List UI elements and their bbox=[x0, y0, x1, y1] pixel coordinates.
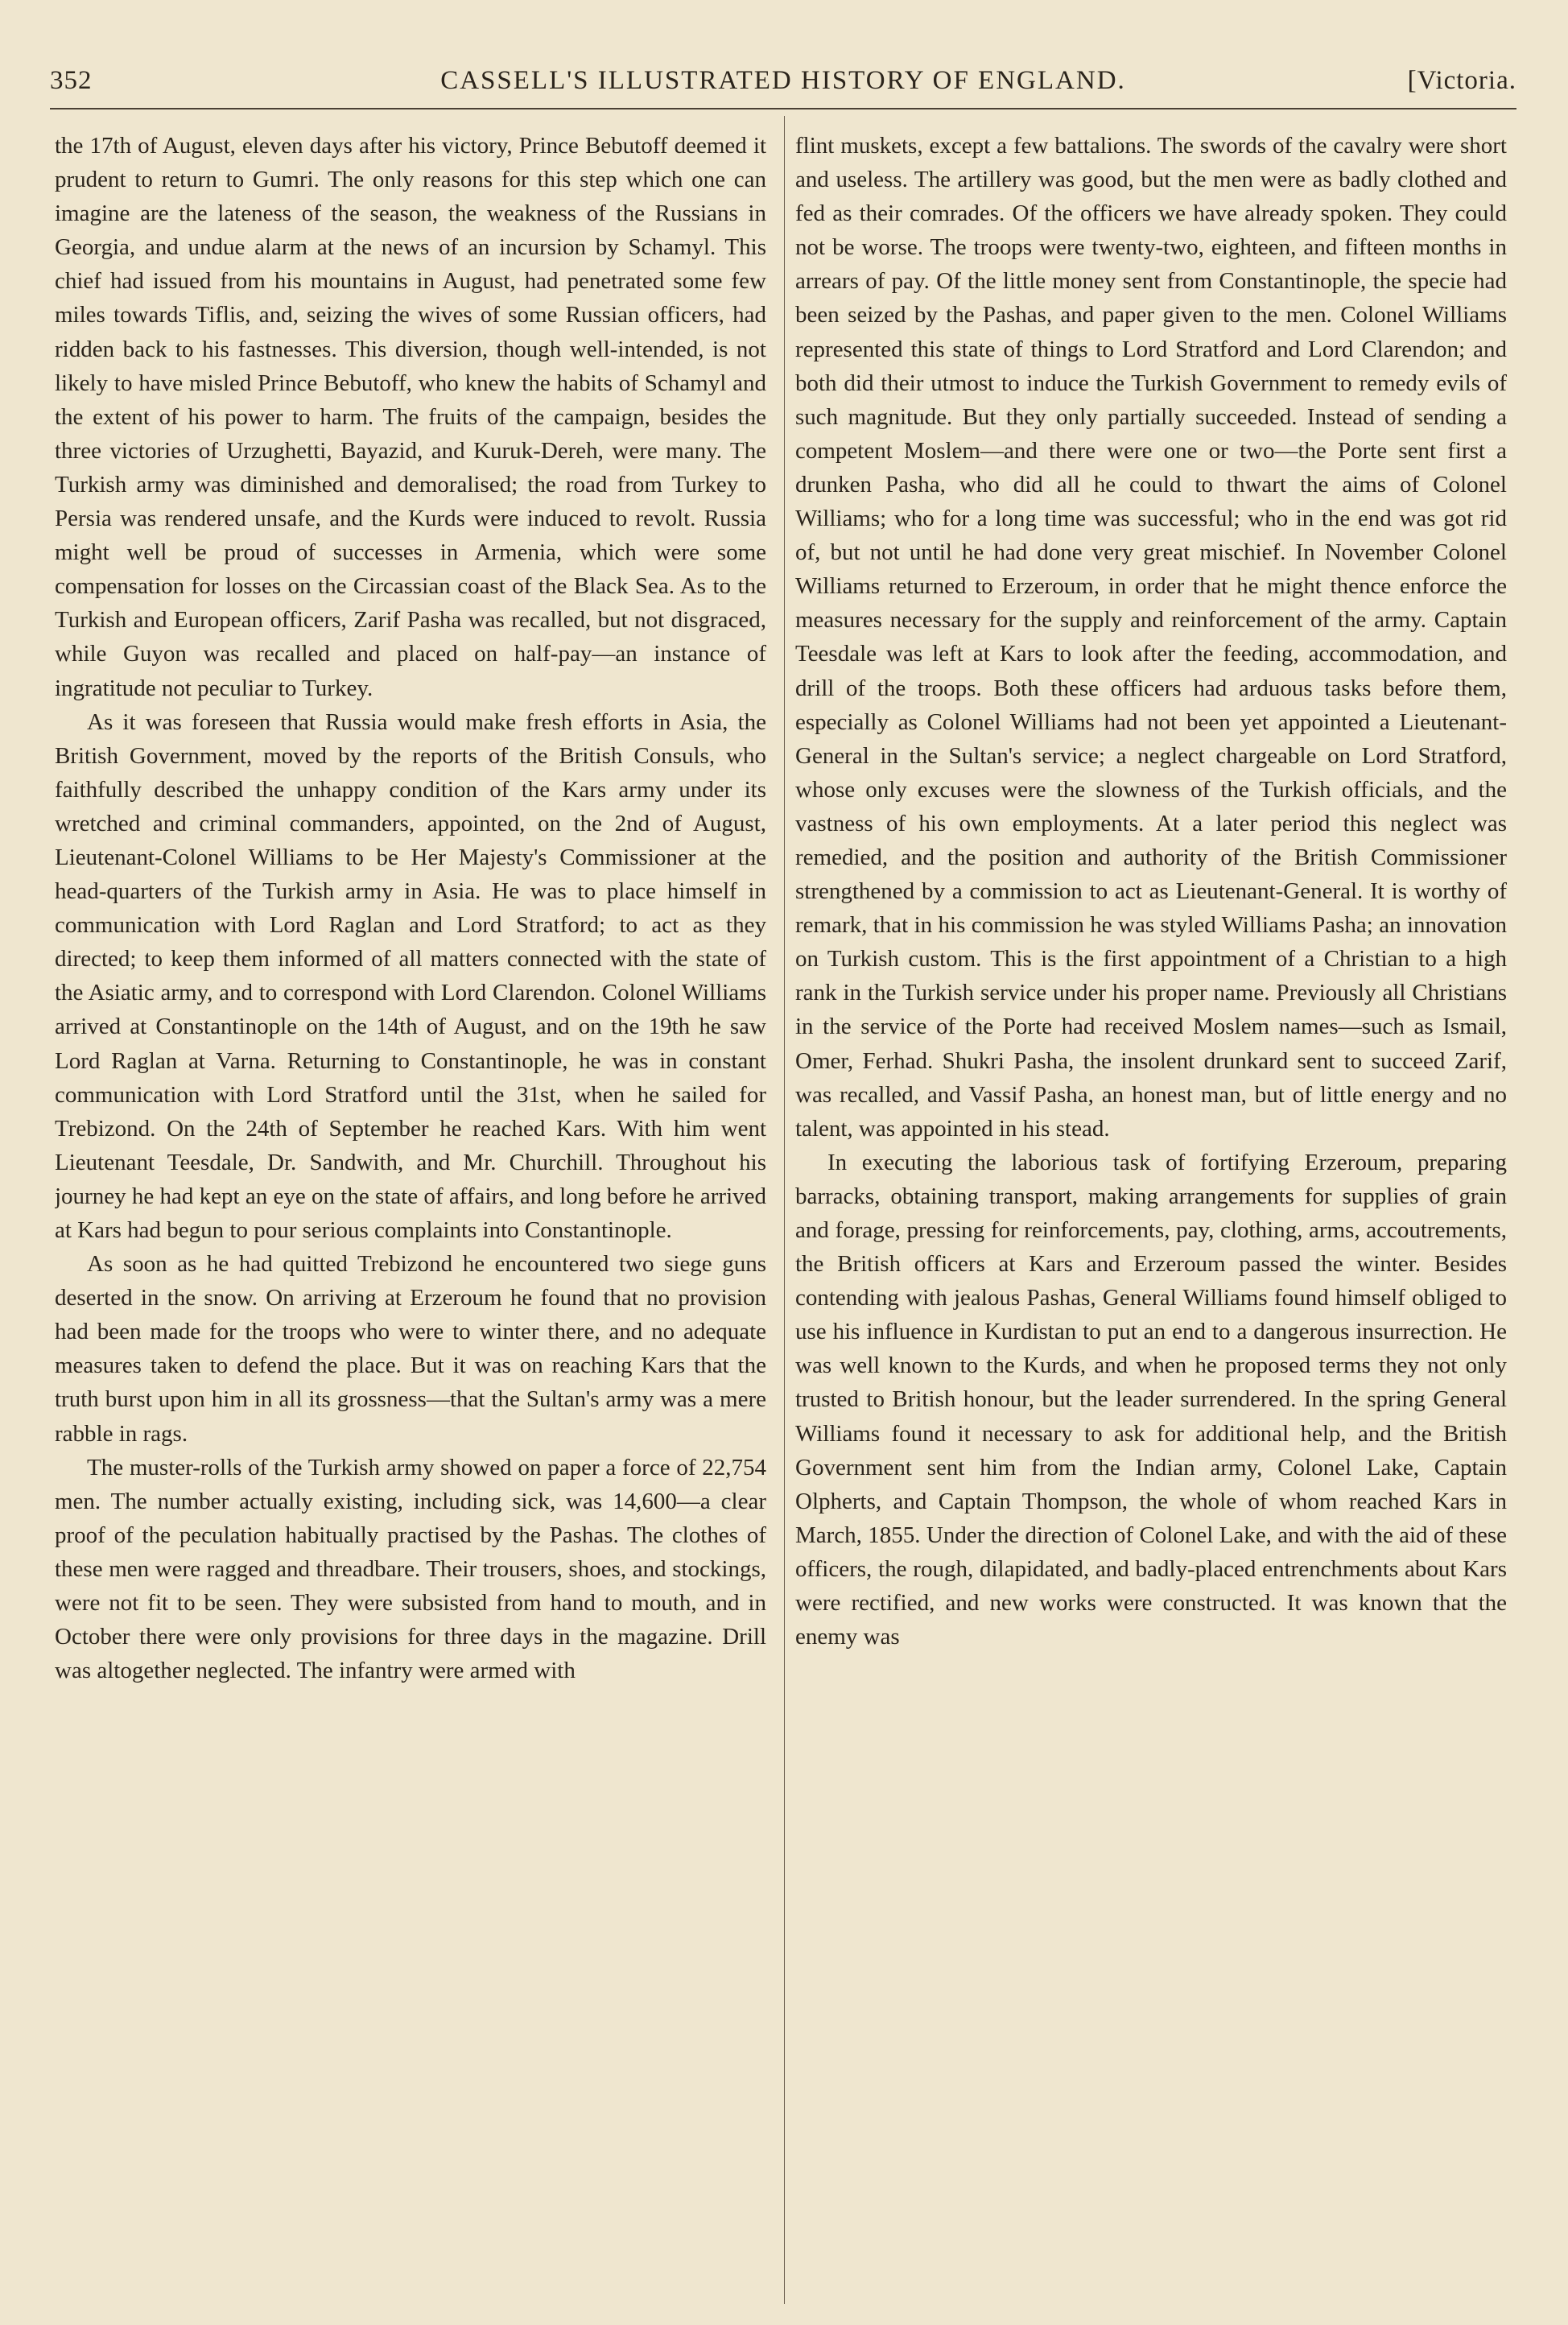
paragraph: the 17th of August, eleven days after his victory, Prince Bebutoff deemed it prudent to return to Gumri. The only reasons for this step which one can imagine are the lateness of the season, the weakness of the Russians in Georgia, and undue alarm at the news of an incursion by Schamyl. This chief had issued from his mountains in August, had penetrated some few miles towards Tiflis, and, seizing the wives of some Russian officers, had ridden back to his fastnesses. This diversion, though well-intended, is not likely to have misled Prince Bebutoff, who knew the habits of Schamyl and the extent of his power to harm. The fruits of the campaign, besides the three victories of Urzughetti, Bayazid, and Kuruk-Dereh, were many. The Turkish army was diminished and demoralised; the road from Turkey to Persia was rendered unsafe, and the Kurds were induced to revolt. Russia might well be proud of successes in Armenia, which were some compensation for losses on the Circassian coast of the Black Sea. As to the Turkish and European officers, Zarif Pasha was recalled, but not disgraced, while Guyon was recalled and placed on half-pay—an instance of ingratitude not peculiar to Turkey. bbox=[55, 133, 766, 701]
running-section: [Victoria. bbox=[1407, 66, 1516, 95]
paragraph: As soon as he had quitted Trebizond he encountered two siege guns deserted in the snow. On arriving at Erzeroum he found that no provision had been made for the troops who were to winter there, and no adequate measures taken to defend the place. But it was on reaching Kars that the truth burst upon him in all its grossness—that the Sultan's army was a mere rabble in rags. bbox=[55, 1251, 766, 1447]
header-rule bbox=[50, 108, 1516, 109]
running-title: CASSELL'S ILLUSTRATED HISTORY OF ENGLAND. bbox=[440, 66, 1126, 95]
paragraph: As it was foreseen that Russia would make fresh efforts in Asia, the British Government, moved by the reports of the British Consuls, who faithfully described the unhappy condition of the Kars army under its wretched and criminal commanders, appointed, on the 2nd of August, Lieutenant-Colonel Williams to be Her Majesty's Commissioner at the head-quarters of the Turkish army in Asia. He was to place himself in communication with Lord Raglan and Lord Stratford; to act as they directed; to keep them informed of all matters connected with the state of the Asiatic army, and to correspond with Lord Clarendon. Colonel Williams arrived at Constantinople on the 14th of August, and on the 19th he saw Lord Raglan at Varna. Returning to Constantinople, he was in constant communication with Lord Stratford until the 31st, when he sailed for Trebizond. On the 24th of September he reached Kars. With him went Lieutenant Teesdale, Dr. Sandwith, and Mr. Churchill. Throughout his journey he had kept an eye on the state of affairs, and long before he arrived at Kars had begun to pour serious complaints into Constantinople. bbox=[55, 708, 766, 1243]
page-number: 352 bbox=[50, 66, 93, 95]
paragraph: flint muskets, except a few battalions. The swords of the cavalry were short and useless. The artillery was good, but the men were as badly clothed and fed as their comrades. Of the officers we have already spoken. They could not be worse. The troops were twenty-two, eighteen, and fifteen months in arrears of pay. Of the little money sent from Constantinople, the specie had been seized by the Pashas, and paper given to the men. Colonel Williams represented this state of things to Lord Stratford and Lord Clarendon; and both did their utmost to induce the Turkish Government to remedy evils of such magnitude. But they only partially succeeded. Instead of sending a competent Moslem—and there were one or two—the Porte sent first a drunken Pasha, who did all he could to thwart the aims of Colonel Williams; who for a long time was successful; who in the end was got rid of, but not until he had done very great mischief. In November Colonel Williams returned to Erzeroum, in order that he might thence enforce the measures necessary for the supply and reinforcement of the army. Captain Teesdale was left at Kars to look after the feeding, accommodation, and drill of the troops. Both these officers had arduous tasks before them, especially as Colonel Williams had not been yet appointed a Lieutenant-General in the Sultan's service; a neglect chargeable on Lord Stratford, whose only excuses were the slowness of the Turkish officials, and the vastness of his own employments. At a later period this neglect was remedied, and the position and authority of the British Commissioner strengthened by a commission to act as Lieutenant-General. It is worthy of remark, that in his commission he was styled Williams Pasha; an innovation on Turkish custom. This is the first appointment of a Christian to a high rank in the Turkish service under his proper name. Previously all Christians in the service of the Porte had received Moslem names—such as Ismail, Omer, Ferhad. Shukri Pasha, the insolent drunkard sent to succeed Zarif, was recalled, and Vassif Pasha, an honest man, but of little energy and no talent, was appointed in his stead. bbox=[795, 133, 1507, 1142]
paragraph: The muster-rolls of the Turkish army showed on paper a force of 22,754 men. The number actually existing, including sick, was 14,600—a clear proof of the peculation habitually practised by the Pashas. The clothes of these men were ragged and threadbare. Their trousers, shoes, and stockings, were not fit to be seen. They were subsisted from hand to mouth, and in October there were only provisions for three days in the magazine. Drill was altogether neglected. The infantry were armed with bbox=[55, 1454, 766, 1684]
left-column bbox=[55, 129, 766, 2311]
running-header bbox=[50, 63, 1516, 103]
paragraph: In executing the laborious task of fortifying Erzeroum, preparing barracks, obtaining transport, making arrangements for supplies of grain and forage, pressing for reinforcements, pay, clothing, arms, accoutrements, the British officers at Kars and Erzeroum passed the winter. Besides contending with jealous Pashas, General Williams found himself obliged to use his influence in Kurdistan to put an end to a dangerous insurrection. He was well known to the Kurds, and when he proposed terms they not only trusted to British honour, but the leader surrendered. In the spring General Williams found it necessary to ask for additional help, and the British Government sent him from the Indian army, Colonel Lake, Captain Olpherts, and Captain Thompson, the whole of whom reached Kars in March, 1855. Under the direction of Colonel Lake, and with the aid of these officers, the rough, dilapidated, and badly-placed entrenchments about Kars were rectified, and new works were constructed. It was known that the enemy was bbox=[795, 1149, 1507, 1650]
column-divider bbox=[784, 116, 785, 2304]
right-column bbox=[795, 129, 1507, 2311]
